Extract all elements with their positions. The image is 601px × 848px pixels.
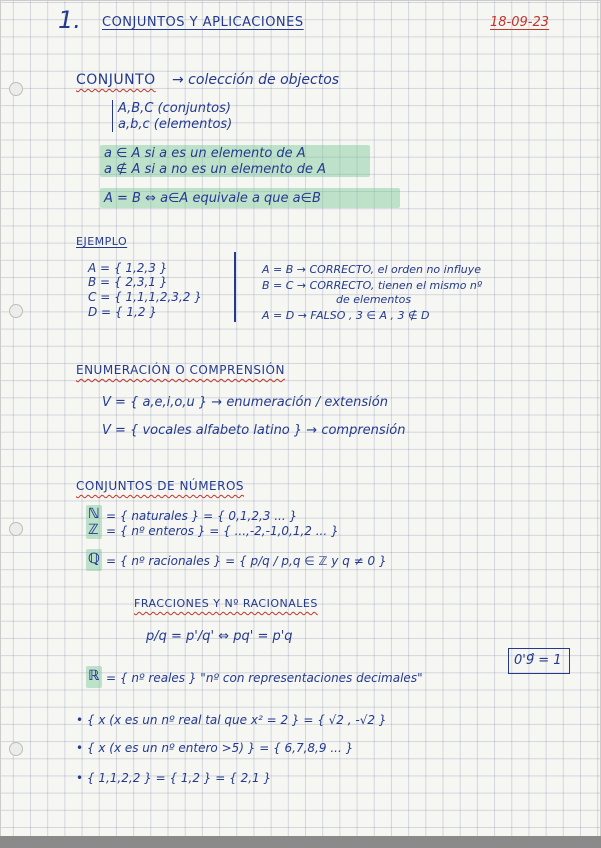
naturals-def: = { naturales } = { 0,1,2,3 ... } [106,509,298,523]
vowels-extension: V = { a,e,i,o,u } → enumeración / extensión [102,395,388,410]
integers-def: = { nº enteros } = { ...,-2,-1,0,1,2 ... } [106,524,339,538]
heading-ejemplo: EJEMPLO [76,235,128,248]
reals-def: = { nº reales } "nº con representaciones decimales" [106,671,423,685]
repeating-decimal-note: 0'9̂ = 1 [514,653,562,668]
rationals-def: = { nº racionales } = { p/q / p,q ∈ ℤ y q ≠ 0 } [106,554,387,568]
example-set-c: C = { 1,1,1,2,3,2 } [88,290,202,304]
example-compare-ad: A = D → FALSO , 3 ∈ A , 3 ∉ D [262,309,430,322]
heading-fracciones: FRACCIONES Y Nº RACIONALES [134,597,318,610]
date: 18-09-23 [490,15,550,30]
example-compare-bc-cont: de elementos [336,293,412,306]
punch-hole [9,82,23,96]
chapter-title: CONJUNTOS Y APLICACIONES [102,15,304,30]
punch-hole [9,304,23,318]
example-set-a: A = { 1,2,3 } [88,261,168,275]
sets-notation: A,B,C (conjuntos) [118,101,231,116]
scan-edge [0,836,601,848]
bullet-item: • { x (x es un nº entero >5) } = { 6,7,8,9 ... } [76,741,354,755]
equality-rule: A = B ⇔ a∈A equivale a que a∈B [104,191,321,206]
example-compare-ab: A = B → CORRECTO, el orden no influye [262,263,482,276]
elements-notation: a,b,c (elementos) [118,117,233,132]
not-belongs-rule: a ∉ A si a no es un elemento de A [104,162,327,177]
vowels-comprehension: V = { vocales alfabeto latino } → comprensión [102,423,406,438]
example-set-d: D = { 1,2 } [88,305,157,319]
example-compare-bc: B = C → CORRECTO, tienen el mismo nº [262,279,483,292]
bullet-item: • { x (x es un nº real tal que x² = 2 } = { √2 , -√2 } [76,713,387,727]
conjunto-definition: → colección de objectos [172,72,340,88]
rationals-symbol: ℚ [88,551,100,567]
example-set-b: B = { 2,3,1 } [88,275,168,289]
divider-line [234,252,236,322]
fraction-equivalence: p/q = p'/q' ⇔ pq' = p'q [146,629,293,644]
chapter-number: 1. [58,6,81,34]
bracket-left [112,100,117,132]
bullet-item: • { 1,1,2,2 } = { 1,2 } = { 2,1 } [76,771,272,785]
reals-symbol: ℝ [88,668,100,684]
naturals-symbol: ℕ [88,506,100,522]
punch-hole [9,522,23,536]
punch-hole [9,742,23,756]
heading-conjuntos-numeros: CONJUNTOS DE NÚMEROS [76,479,245,493]
heading-conjunto: CONJUNTO [76,72,156,88]
heading-enumeracion: ENUMERACIÓN O COMPRENSIÓN [76,363,285,377]
belongs-rule: a ∈ A si a es un elemento de A [104,146,306,161]
integers-symbol: ℤ [88,522,99,538]
